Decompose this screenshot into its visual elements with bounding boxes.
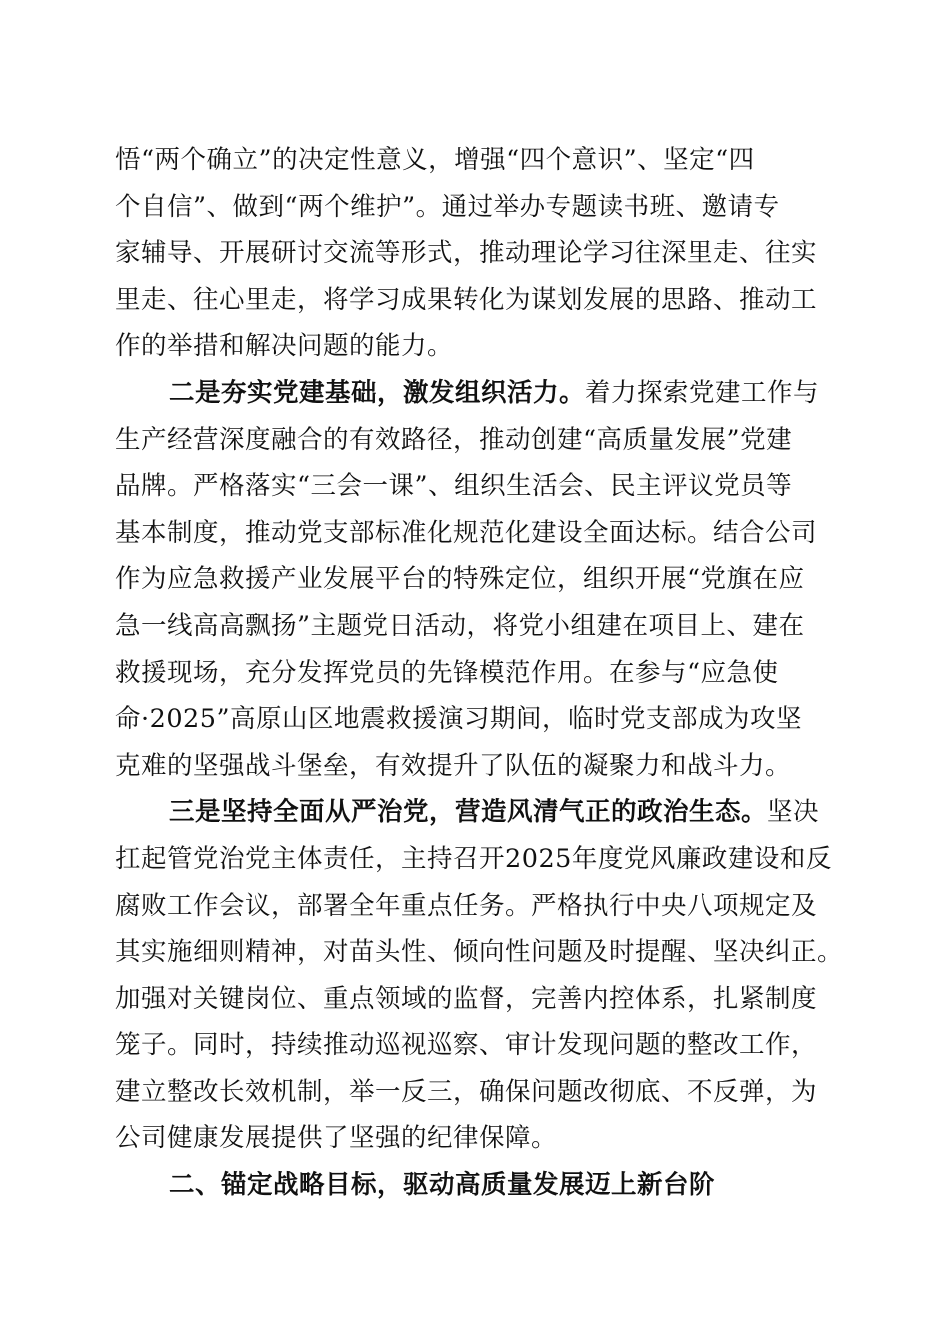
text-line <box>115 789 850 836</box>
text-line: 品牌。严格落实“三会一课”、组织生活会、民主评议党员等 <box>115 471 793 502</box>
section-heading: 二、锚定战略目标，驱动高质量发展迈上新台阶 <box>169 1170 716 1201</box>
text-line <box>115 370 850 417</box>
text-line: 克难的坚强战斗堡垒，有效提升了队伍的凝聚力和战斗力。 <box>115 750 792 781</box>
paragraph-theory-study <box>115 137 850 370</box>
text-line: 扛起管党治党主体责任，主持召开2025年度党风廉政建设和反 <box>115 843 832 874</box>
text-line: 悟“两个确立”的决定性意义，增强“四个意识”、坚定“四 <box>115 145 755 175</box>
paragraph-party-building <box>115 370 850 789</box>
paragraph-lead: 二是夯实党建基础，激发组织活力。 <box>169 377 586 408</box>
text-line: 作为应急救援产业发展平台的特殊定位，组织开展“党旗在应 <box>115 564 805 595</box>
text-line: 加强对关键岗位、重点领域的监督，完善内控体系，扎紧制度 <box>115 983 818 1014</box>
text-line: 生产经营深度融合的有效路径，推动创建“高质量发展”党建 <box>115 424 793 455</box>
text-line: 作的举措和解决问题的能力。 <box>115 331 454 362</box>
text-line: 急一线高高飘扬”主题党日活动，将党小组建在项目上、建在 <box>115 610 805 641</box>
text-line: 其实施细则精神，对苗头性、倾向性问题及时提醒、坚决纠正。 <box>115 937 844 968</box>
text-line: 命·2025”高原山区地震救援演习期间，临时党支部成为攻坚 <box>115 704 803 735</box>
text-line: 个自信”、做到“两个维护”。通过举办专题读书班、邀请专 <box>115 191 780 222</box>
text-line: 笼子。同时，持续推动巡视巡察、审计发现问题的整改工作， <box>115 1030 818 1061</box>
text-line: 公司健康发展提供了坚强的纪律保障。 <box>115 1123 558 1154</box>
text-line: 里走、往心里走，将学习成果转化为谋划发展的思路、推动工 <box>115 284 818 315</box>
text-line: 建立整改长效机制，举一反三，确保问题改彻底、不反弹，为 <box>115 1076 818 1107</box>
paragraph-first-text: 坚决 <box>767 797 820 828</box>
text-line: 救援现场，充分发挥党员的先锋模范作用。在参与“应急使 <box>115 657 779 688</box>
text-line: 腐败工作会议，部署全年重点任务。严格执行中央八项规定及 <box>115 890 818 921</box>
paragraph-lead: 三是坚持全面从严治党，营造风清气正的政治生态。 <box>169 797 768 828</box>
document-body <box>115 137 850 1209</box>
text-line: 基本制度，推动党支部标准化规范化建设全面达标。结合公司 <box>115 517 818 548</box>
text-line: 家辅导、开展研讨交流等形式，推动理论学习往深里走、往实 <box>115 238 818 269</box>
paragraph-strict-governance <box>115 789 850 1162</box>
paragraph-first-text: 着力探索党建工作与 <box>585 377 820 408</box>
